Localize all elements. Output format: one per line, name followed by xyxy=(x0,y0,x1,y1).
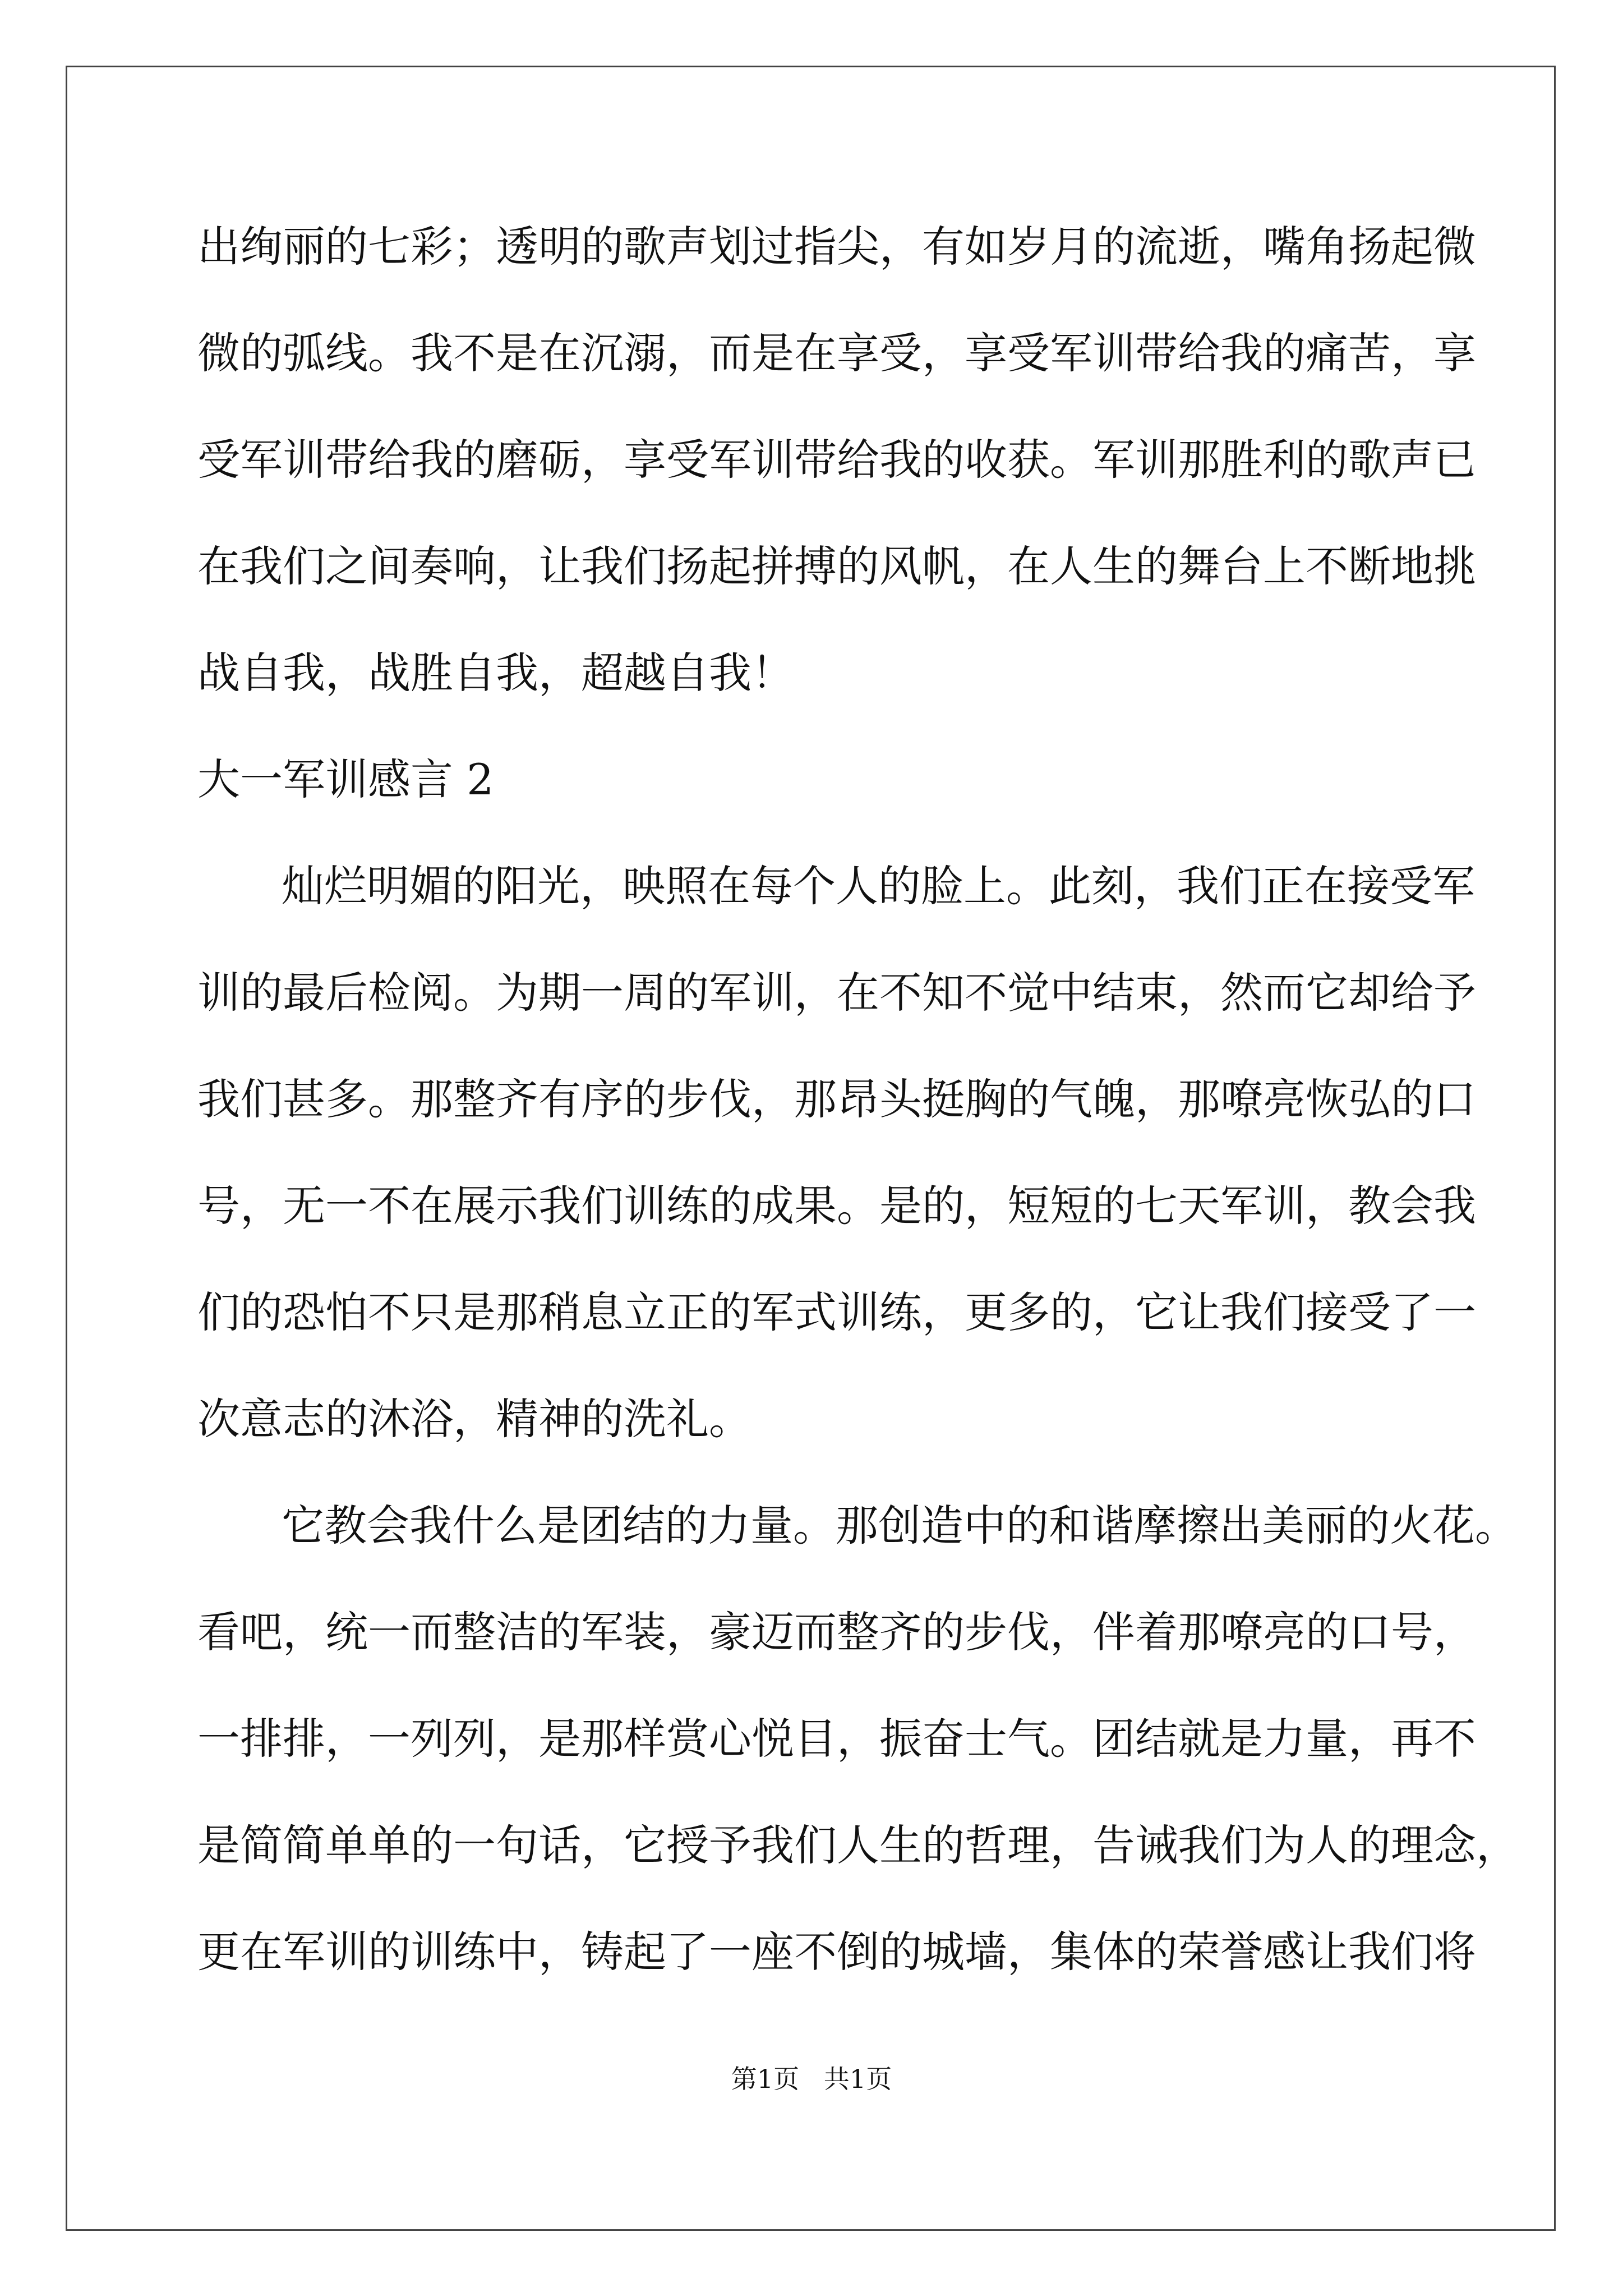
text-line-8: 训的最后检阅。为期一周的军训，在不知不觉中结束，然而它却给予 xyxy=(197,968,1476,1018)
page-footer: 第1页 共1页 xyxy=(731,2064,892,2094)
text-line-10: 号，无一不在展示我们训练的成果。是的，短短的七天军训，教会我 xyxy=(197,1181,1476,1231)
text-line-15: 一排排，一列列，是那样赏心悦目，振奋士气。团结就是力量，再不 xyxy=(197,1714,1476,1764)
text-line-17: 更在军训的训练中，铸起了一座不倒的城墙，集体的荣誉感让我们将 xyxy=(197,1927,1476,1977)
text-line-3: 受军训带给我的磨砺，享受军训带给我的收获。军训那胜利的歌声已 xyxy=(197,435,1476,485)
text-line-1: 出绚丽的七彩；透明的歌声划过指尖，有如岁月的流逝，嘴角扬起微 xyxy=(197,222,1476,272)
text-line-14: 看吧，统一而整洁的军装，豪迈而整齐的步伐，伴着那嘹亮的口号， xyxy=(197,1607,1476,1657)
text-line-11: 们的恐怕不只是那稍息立正的军式训练，更多的，它让我们接受了一 xyxy=(197,1287,1476,1337)
page-border xyxy=(66,66,1556,2231)
text-line-5: 战自我，战胜自我，超越自我！ xyxy=(197,648,794,698)
section-heading: 大一军训感言 2 xyxy=(197,754,494,804)
text-line-13: 它教会我什么是团结的力量。那创造中的和谐摩擦出美丽的火花。 xyxy=(282,1501,1518,1550)
text-line-12: 次意志的沐浴，精神的洗礼。 xyxy=(197,1394,751,1444)
text-line-7: 灿烂明媚的阳光，映照在每个人的脸上。此刻，我们正在接受军 xyxy=(282,861,1475,911)
text-line-2: 微的弧线。我不是在沉溺，而是在享受，享受军训带给我的痛苦，享 xyxy=(197,328,1476,378)
text-line-9: 我们甚多。那整齐有序的步伐，那昂头挺胸的气魄，那嘹亮恢弘的口 xyxy=(197,1074,1476,1124)
text-line-4: 在我们之间奏响，让我们扬起拼搏的风帆，在人生的舞台上不断地挑 xyxy=(197,541,1476,591)
text-line-16: 是简简单单的一句话，它授予我们人生的哲理，告诫我们为人的理念， xyxy=(197,1820,1519,1870)
